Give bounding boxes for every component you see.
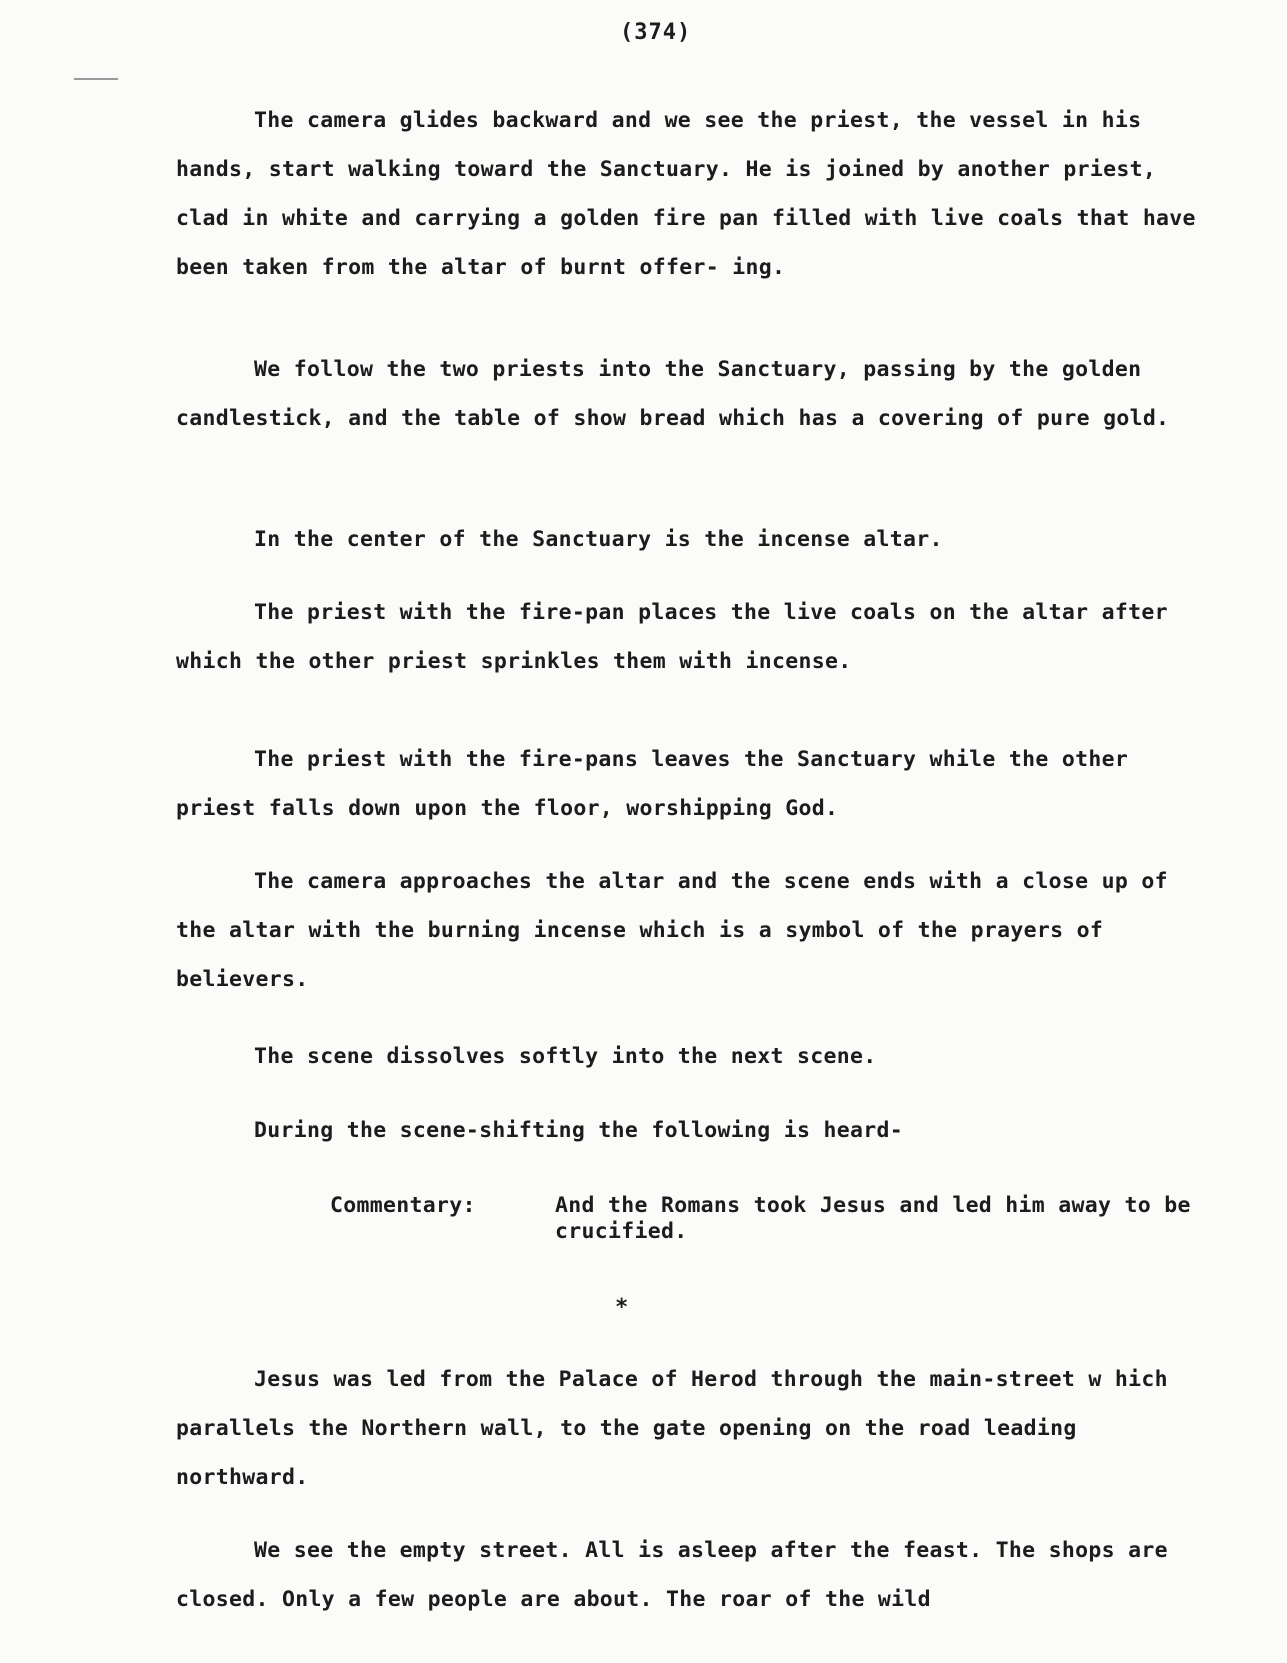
commentary-text: And the Romans took Jesus and led him away to be crucified. [555, 1193, 1191, 1244]
paragraph-5: The priest with the fire-pans leaves the Sanctuary while the other priest falls down upon the floor, worshipping God. [176, 747, 1129, 821]
paragraph-8: During the scene-shifting the following is heard- [254, 1118, 903, 1143]
paragraph-10: We see the empty street. All is asleep after the feast. The shops are closed. Only a few people are about. The roar of the wild [176, 1538, 1168, 1612]
paragraph-4: The priest with the fire-pan places the live coals on the altar after which the other priest sprinkles them with incense. [176, 600, 1168, 674]
commentary-label: Commentary: [330, 1193, 476, 1218]
paragraph-6: The camera approaches the altar and the scene ends with a close up of the altar with the burning incense which is a symbol of the prayers of believers. [176, 869, 1168, 992]
margin-mark [74, 78, 118, 80]
page-number: (374) [620, 20, 692, 45]
paragraph-1: The camera glides backward and we see the priest, the vessel in his hands, start walking toward the Sanctuary. He is joined by another priest, clad in white and carrying a golden fire pan filled with live coals that have been taken from the altar of burnt offer- ing. [176, 108, 1196, 280]
paragraph-7: The scene dissolves softly into the next scene. [254, 1044, 877, 1069]
paragraph-2: We follow the two priests into the Sanctuary, passing by the golden candlestick, and the table of show bread which has a covering of pure gold. [176, 357, 1170, 431]
paragraph-3: In the center of the Sanctuary is the incense altar. [254, 527, 943, 552]
paragraph-9: Jesus was led from the Palace of Herod through the main-street w hich parallels the Northern wall, to the gate opening on the road leading northward. [176, 1367, 1168, 1490]
section-separator: * [615, 1295, 629, 1320]
